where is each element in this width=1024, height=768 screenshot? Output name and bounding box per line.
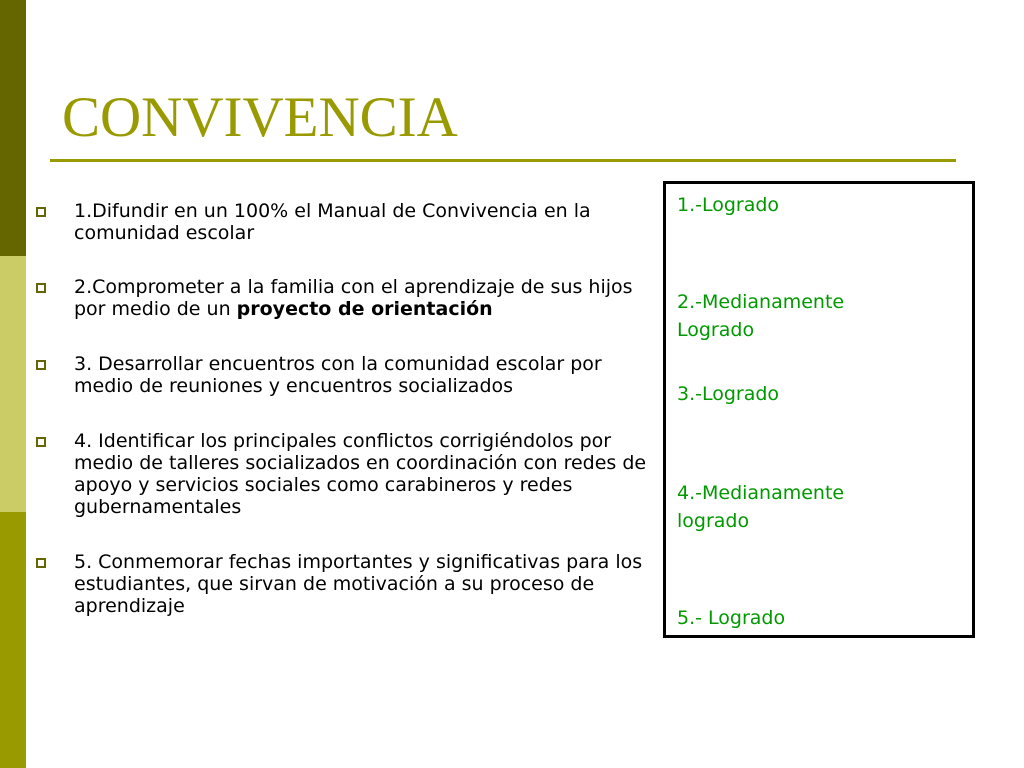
status-line: 5.- Logrado <box>677 607 786 629</box>
decorative-stripe-light <box>0 256 26 512</box>
objective-text-bold: proyecto de orientación <box>236 298 493 320</box>
hollow-square-bullet-icon <box>36 283 46 293</box>
title-underline <box>50 159 956 162</box>
objective-item <box>36 430 666 518</box>
decorative-stripe-mid <box>0 512 26 768</box>
hollow-square-bullet-icon <box>36 207 46 217</box>
status-panel <box>663 181 975 638</box>
objective-text <box>74 276 633 320</box>
status-line: logrado <box>677 510 750 532</box>
status-line: 2.-Medianamente <box>677 291 845 313</box>
objective-text: 4. Identificar los principales conflictos corrigiéndolos por medio de talleres socializados en coordinación con redes de apoyo y servicios sociales como carabineros y redes gubernamentales <box>74 430 647 518</box>
status-line: 3.-Logrado <box>677 383 780 405</box>
status-item <box>677 604 957 632</box>
status-line: 1.-Logrado <box>677 194 780 216</box>
objective-item <box>36 353 666 397</box>
objective-text-plain: 2.Comprometer a la familia con el aprendizaje de sus hijos por medio de un <box>74 276 633 320</box>
objective-text: 3. Desarrollar encuentros con la comunidad escolar por medio de reuniones y encuentros socializados <box>74 353 602 397</box>
status-item <box>677 191 957 219</box>
status-line: Logrado <box>677 319 755 341</box>
objective-item <box>36 276 666 320</box>
objective-text: 5. Conmemorar fechas importantes y significativas para los estudiantes, que sirvan de motivación a su proceso de aprendizaje <box>74 551 643 617</box>
objective-item <box>36 200 666 244</box>
hollow-square-bullet-icon <box>36 558 46 568</box>
status-item <box>677 479 957 535</box>
hollow-square-bullet-icon <box>36 437 46 447</box>
objectives-list <box>36 200 666 617</box>
slide-title: CONVIVENCIA <box>62 86 458 149</box>
hollow-square-bullet-icon <box>36 360 46 370</box>
objective-text: 1.Difundir en un 100% el Manual de Convivencia en la comunidad escolar <box>74 200 591 244</box>
objective-item <box>36 551 666 617</box>
status-item <box>677 288 957 344</box>
status-line: 4.-Medianamente <box>677 482 845 504</box>
status-item <box>677 380 957 408</box>
decorative-stripe-dark <box>0 0 26 256</box>
